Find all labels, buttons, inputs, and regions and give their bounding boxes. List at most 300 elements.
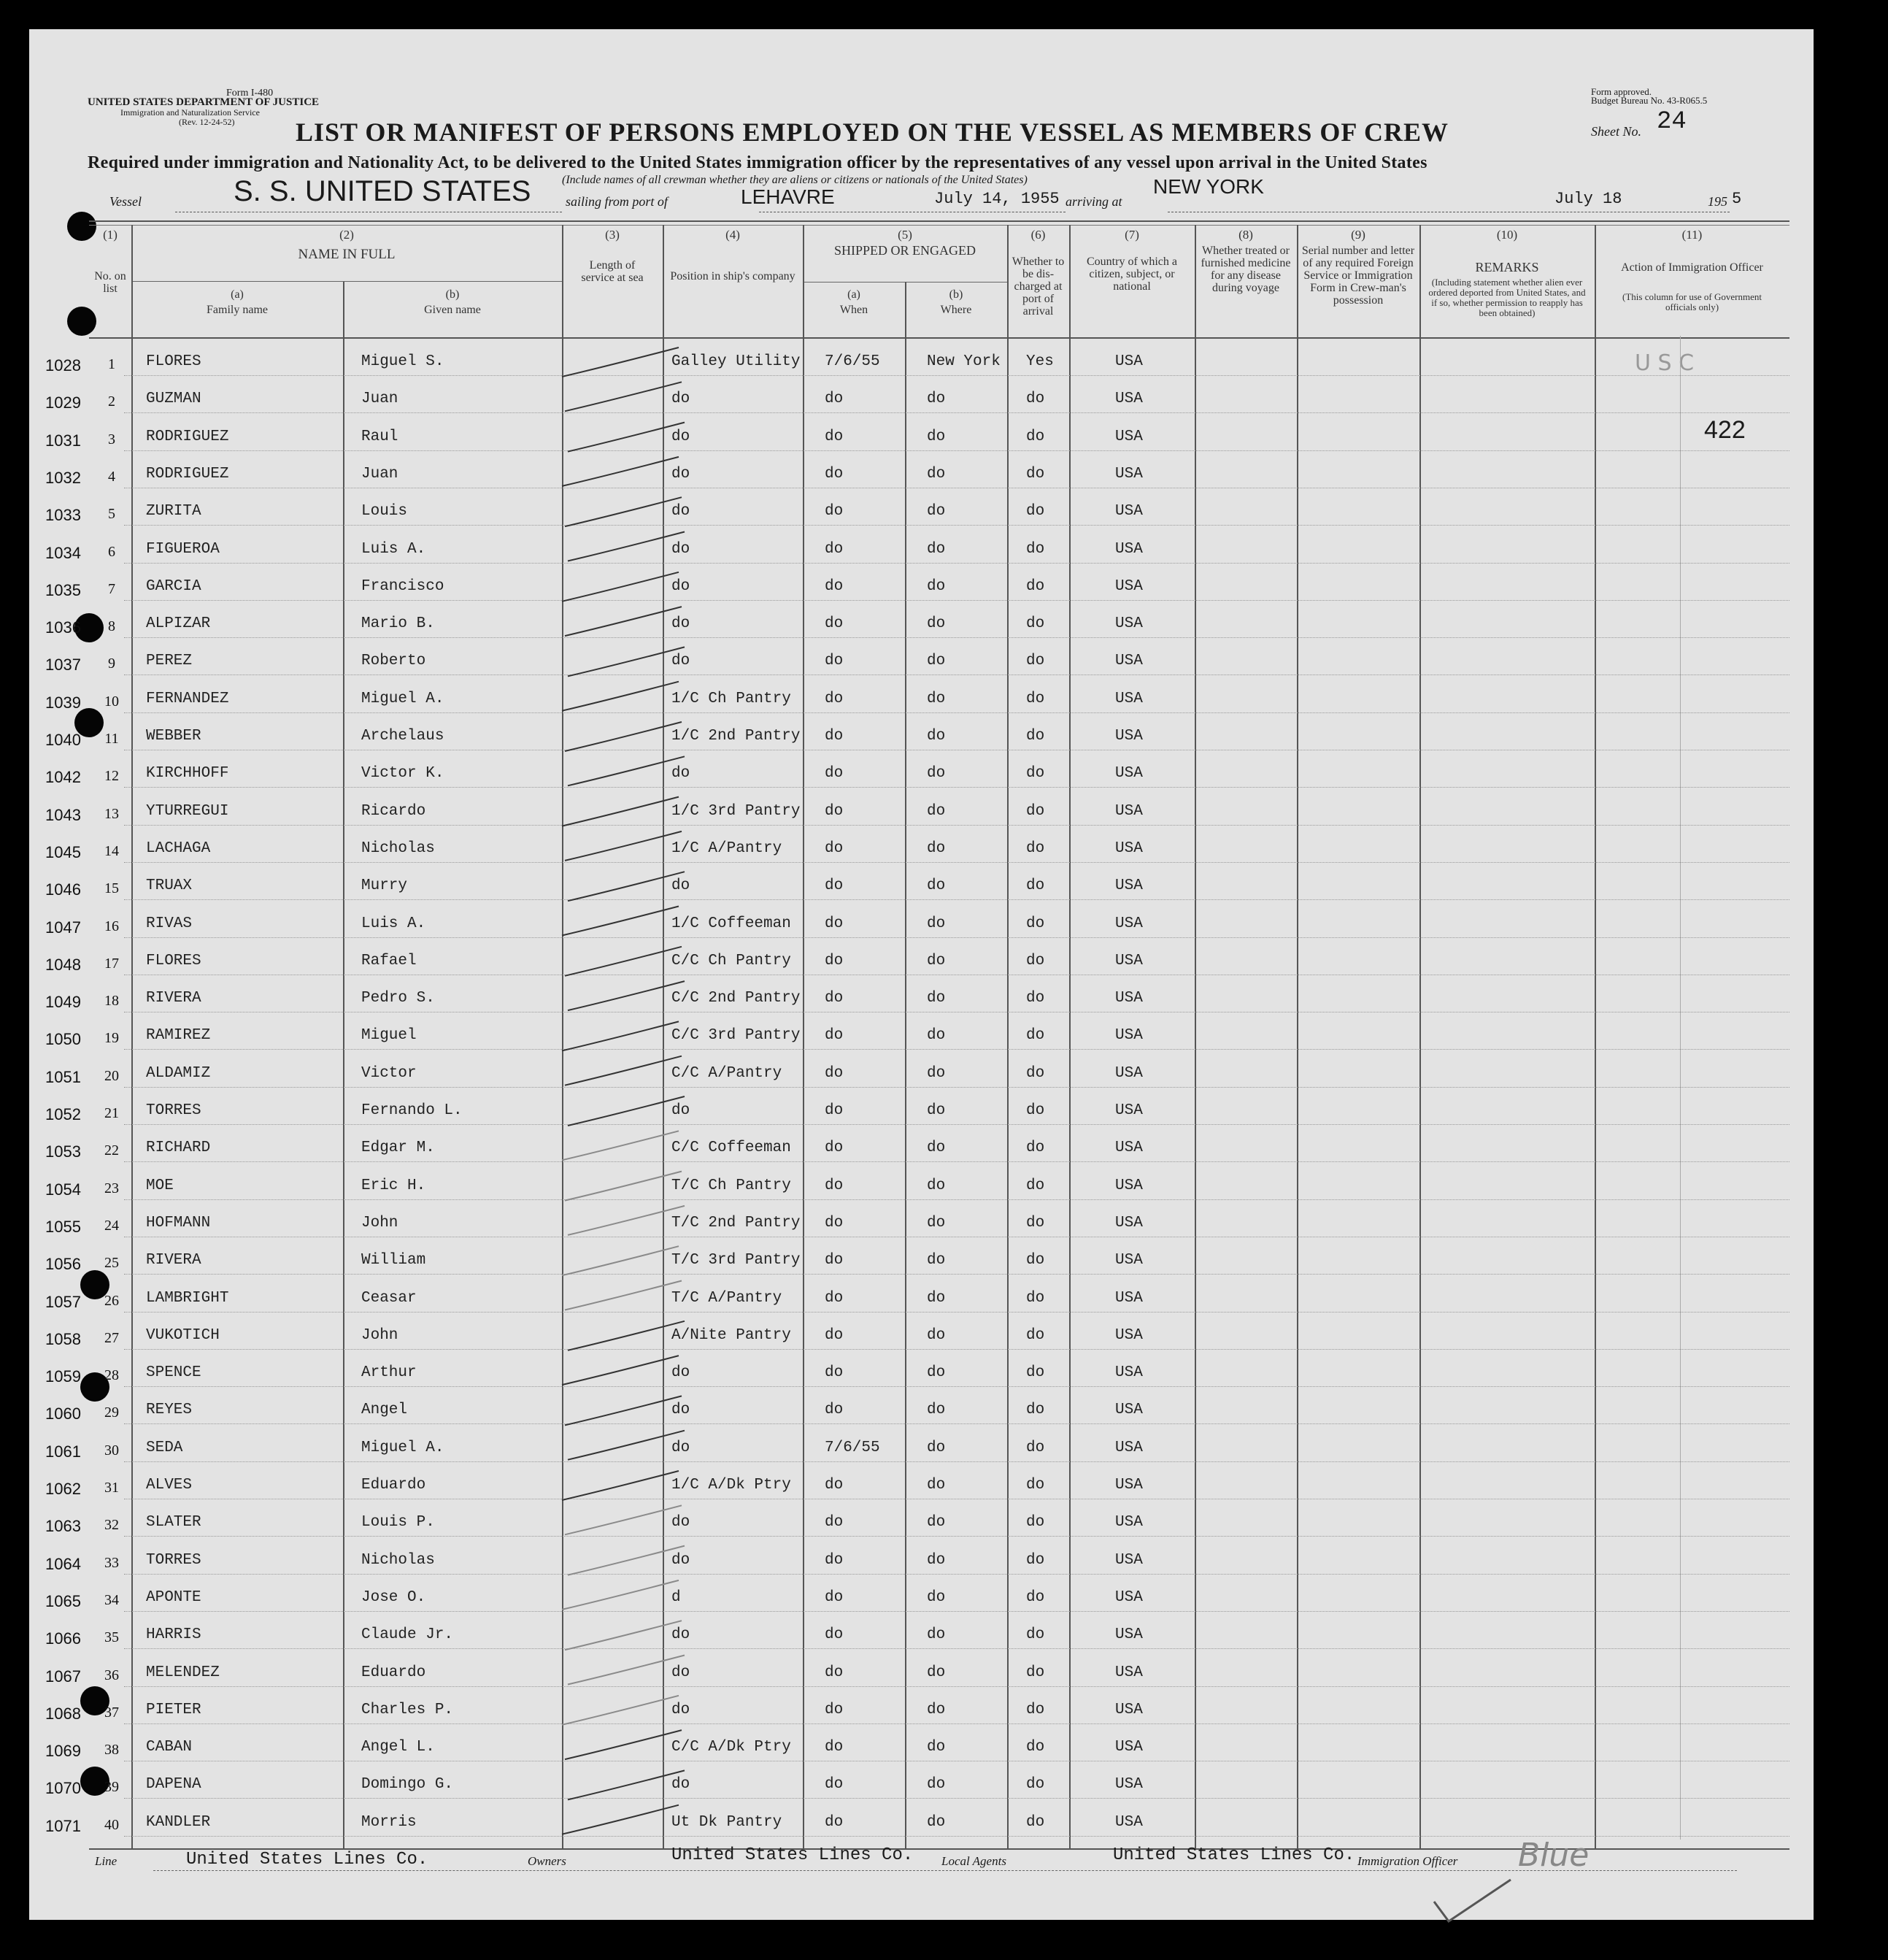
- cell-given: Roberto: [361, 653, 426, 670]
- cell-disch: do: [1026, 1664, 1045, 1681]
- cell-family: LAMBRIGHT: [146, 1289, 229, 1307]
- cell-country: USA: [1115, 577, 1143, 595]
- col-rule: [905, 282, 906, 1848]
- cell-where: do: [927, 577, 946, 595]
- cell-country: USA: [1115, 503, 1143, 520]
- list-number: 16: [104, 918, 119, 934]
- cell-given: Eduardo: [361, 1664, 426, 1681]
- pencil-tick: [562, 1246, 679, 1275]
- manifest-page: [29, 29, 1814, 1920]
- column-number: (10): [1496, 228, 1518, 242]
- pencil-tick: [562, 1696, 679, 1725]
- cell-disch: do: [1026, 877, 1045, 895]
- form-id: Form I-480: [226, 88, 274, 99]
- row-rule: [124, 1423, 1789, 1424]
- cell-disch: do: [1026, 690, 1045, 707]
- cell-position: C/C Coffeeman: [671, 1140, 791, 1157]
- cell-position: Ut Dk Pantry: [671, 1813, 782, 1831]
- cell-given: Claude Jr.: [361, 1626, 454, 1644]
- cell-given: Miguel S.: [361, 353, 444, 370]
- cell-position: do: [671, 1701, 690, 1718]
- list-number: 25: [104, 1255, 119, 1272]
- arriving-label: arriving at: [1066, 194, 1122, 209]
- pencil-tick: [568, 532, 685, 561]
- pencil-tick: [565, 1056, 682, 1085]
- cell-position: T/C 2nd Pantry: [671, 1214, 801, 1231]
- cell-disch: do: [1026, 1402, 1045, 1419]
- pencil-tick: [568, 1096, 685, 1126]
- cell-country: USA: [1115, 540, 1143, 558]
- header-remarks: REMARKS: [1475, 260, 1539, 274]
- crew-sequence-number: 1039: [45, 693, 81, 712]
- cell-country: USA: [1115, 690, 1143, 707]
- row-rule: [124, 937, 1789, 938]
- pencil-tick: [568, 647, 685, 676]
- row-rule: [124, 1124, 1789, 1125]
- cell-position: do: [671, 1402, 690, 1419]
- cell-where: do: [927, 1214, 946, 1231]
- cell-position: do: [671, 391, 690, 408]
- pencil-tick: [562, 682, 679, 711]
- cell-country: USA: [1115, 802, 1143, 820]
- header-position: Position in ship's company: [670, 270, 795, 283]
- crew-sequence-number: 1069: [45, 1742, 81, 1761]
- list-number: 27: [104, 1329, 119, 1346]
- cell-family: ALVES: [146, 1477, 193, 1494]
- pencil-tick: [565, 607, 682, 636]
- cell-position: do: [671, 1364, 690, 1382]
- cell-country: USA: [1115, 839, 1143, 857]
- list-number: 32: [104, 1517, 119, 1534]
- department: UNITED STATES DEPARTMENT OF JUSTICE: [88, 96, 320, 108]
- row-rule: [124, 1798, 1789, 1799]
- officer-label: Immigration Officer: [1357, 1854, 1458, 1868]
- cell-position: do: [671, 503, 690, 520]
- crew-sequence-number: 1055: [45, 1217, 81, 1236]
- cell-where: do: [927, 391, 946, 408]
- crew-sequence-number: 1066: [45, 1629, 81, 1648]
- cell-when: do: [825, 1214, 844, 1231]
- cell-position: do: [671, 1439, 690, 1456]
- cell-family: RICHARD: [146, 1140, 211, 1157]
- row-rule: [124, 1574, 1789, 1575]
- list-number: 24: [104, 1217, 119, 1234]
- cell-disch: do: [1026, 915, 1045, 932]
- row-rule: [124, 1087, 1789, 1088]
- cell-where: do: [927, 653, 946, 670]
- line-label: Line: [95, 1854, 117, 1868]
- column-number: (5): [898, 228, 912, 242]
- list-number: 15: [104, 880, 119, 897]
- cell-family: ALPIZAR: [146, 615, 211, 633]
- header-country: Country of which a citizen, subject, or national: [1087, 255, 1177, 293]
- cell-position: 1/C 2nd Pantry: [671, 728, 801, 745]
- list-number: 35: [104, 1629, 119, 1646]
- pencil-tick: [568, 423, 685, 452]
- cell-family: PIETER: [146, 1701, 201, 1718]
- cell-family: SPENCE: [146, 1364, 201, 1382]
- pencil-tick: [565, 382, 682, 411]
- cell-given: Louis: [361, 503, 408, 520]
- cell-where: do: [927, 1701, 946, 1718]
- row-rule: [124, 1274, 1789, 1275]
- crew-sequence-number: 1046: [45, 880, 81, 899]
- cell-position: do: [671, 577, 690, 595]
- header-medicine: Whether treated or furnished medicine for any disease during voyage: [1201, 245, 1291, 294]
- budget-bureau: Budget Bureau No. 43-R065.5: [1591, 95, 1708, 106]
- agents-value: United States Lines Co.: [1113, 1845, 1355, 1865]
- cell-country: USA: [1115, 1701, 1143, 1718]
- crew-sequence-number: 1035: [45, 580, 81, 599]
- cell-family: SLATER: [146, 1514, 201, 1532]
- row-rule: [124, 712, 1789, 713]
- cell-disch: do: [1026, 952, 1045, 969]
- pencil-tick: [568, 981, 685, 1010]
- pencil-tick: [565, 947, 682, 976]
- cell-country: USA: [1115, 1326, 1143, 1344]
- row-rule: [124, 600, 1789, 601]
- cell-given: Ceasar: [361, 1289, 417, 1307]
- cell-given: Murry: [361, 877, 408, 895]
- cell-disch: do: [1026, 1027, 1045, 1045]
- cell-country: USA: [1115, 1776, 1143, 1794]
- cell-country: USA: [1115, 990, 1143, 1007]
- header-serial: Serial number and letter of any required Foreign Service or Immigration Form in Crew-man's possession: [1301, 245, 1415, 307]
- cell-family: PEREZ: [146, 653, 193, 670]
- cell-given: Edgar M.: [361, 1140, 435, 1157]
- list-number: 38: [104, 1742, 119, 1759]
- cell-given: Ricardo: [361, 802, 426, 820]
- cell-disch: do: [1026, 1776, 1045, 1794]
- cell-given: Miguel A.: [361, 690, 444, 707]
- pencil-tick: [565, 1172, 682, 1201]
- margin-initials: U S C: [1635, 350, 1695, 376]
- cell-country: USA: [1115, 1477, 1143, 1494]
- cell-disch: do: [1026, 503, 1045, 520]
- cell-when: do: [825, 428, 844, 445]
- cell-where: do: [927, 1364, 946, 1382]
- cell-disch: do: [1026, 428, 1045, 445]
- cell-when: do: [825, 653, 844, 670]
- crew-sequence-number: 1053: [45, 1142, 81, 1161]
- cell-when: 7/6/55: [825, 1439, 880, 1456]
- header-when: When: [839, 304, 868, 316]
- list-number: 21: [104, 1105, 119, 1121]
- pencil-tick: [565, 1396, 682, 1425]
- cell-family: TRUAX: [146, 877, 193, 895]
- list-number: 3: [108, 431, 115, 447]
- cell-when: do: [825, 952, 844, 969]
- cell-where: do: [927, 1326, 946, 1344]
- cell-given: Angel L.: [361, 1739, 435, 1756]
- list-number: 33: [104, 1554, 119, 1571]
- cell-given: Louis P.: [361, 1514, 435, 1532]
- list-number: 23: [104, 1180, 119, 1196]
- cell-given: Miguel: [361, 1027, 417, 1045]
- cell-country: USA: [1115, 391, 1143, 408]
- cell-when: do: [825, 1514, 844, 1532]
- crew-sequence-number: 1070: [45, 1779, 81, 1798]
- agents-label: Local Agents: [941, 1854, 1006, 1868]
- cell-when: 7/6/55: [825, 353, 880, 370]
- header-a-label: (a): [231, 288, 244, 301]
- cell-disch: do: [1026, 1289, 1045, 1307]
- cell-position: 1/C A/Pantry: [671, 839, 782, 857]
- cell-family: APONTE: [146, 1588, 201, 1606]
- cell-country: USA: [1115, 1626, 1143, 1644]
- cell-when: do: [825, 839, 844, 857]
- cell-country: USA: [1115, 877, 1143, 895]
- vessel-label: Vessel: [109, 194, 142, 209]
- cell-position: C/C A/Pantry: [671, 1064, 782, 1082]
- cell-given: John: [361, 1214, 398, 1231]
- col-rule: [803, 225, 804, 1848]
- crew-sequence-number: 1033: [45, 506, 81, 525]
- cell-given: Domingo G.: [361, 1776, 454, 1794]
- cell-when: do: [825, 1664, 844, 1681]
- column-number: (11): [1681, 228, 1703, 242]
- cell-family: FLORES: [146, 353, 201, 370]
- pencil-tick: [562, 457, 679, 486]
- pencil-tick: [562, 907, 679, 936]
- cell-disch: do: [1026, 653, 1045, 670]
- crew-sequence-number: 1034: [45, 543, 81, 562]
- cell-country: USA: [1115, 1177, 1143, 1194]
- cell-when: do: [825, 915, 844, 932]
- cell-position: 1/C 3rd Pantry: [671, 802, 801, 820]
- owners-value: United States Lines Co.: [671, 1845, 914, 1865]
- cell-disch: do: [1026, 1177, 1045, 1194]
- cell-country: USA: [1115, 728, 1143, 745]
- cell-when: do: [825, 1626, 844, 1644]
- cell-position: T/C Ch Pantry: [671, 1177, 791, 1194]
- crew-sequence-number: 1059: [45, 1367, 81, 1386]
- revision: (Rev. 12-24-52): [179, 117, 235, 127]
- cell-country: USA: [1115, 1739, 1143, 1756]
- col-rule: [1297, 225, 1298, 1848]
- crew-sequence-number: 1064: [45, 1554, 81, 1573]
- cell-country: USA: [1115, 1664, 1143, 1681]
- list-number: 36: [104, 1667, 119, 1683]
- cell-position: C/C A/Dk Ptry: [671, 1739, 791, 1756]
- row-rule: [124, 825, 1789, 826]
- cell-disch: do: [1026, 1140, 1045, 1157]
- cell-country: USA: [1115, 765, 1143, 783]
- pencil-tick: [562, 572, 679, 602]
- cell-disch: do: [1026, 765, 1045, 783]
- row-rule: [124, 375, 1789, 376]
- cell-when: do: [825, 1364, 844, 1382]
- cell-disch: do: [1026, 1626, 1045, 1644]
- cell-disch: do: [1026, 1588, 1045, 1606]
- cell-country: USA: [1115, 428, 1143, 445]
- pencil-tick: [562, 1131, 679, 1160]
- cell-family: RAMIREZ: [146, 1027, 211, 1045]
- document-subtitle: Required under immigration and Nationality Act, to be delivered to the United States immigration officer by the representatives of any vessel upon arrival in the United States: [88, 153, 1427, 172]
- cell-position: do: [671, 615, 690, 633]
- cell-where: do: [927, 1477, 946, 1494]
- row-rule: [124, 899, 1789, 900]
- row-rule: [124, 1536, 1789, 1537]
- cell-disch: do: [1026, 1102, 1045, 1119]
- cell-family: DAPENA: [146, 1776, 201, 1794]
- cell-position: do: [671, 1776, 690, 1794]
- cell-position: C/C 2nd Pantry: [671, 990, 801, 1007]
- crew-sequence-number: 1048: [45, 955, 81, 974]
- list-number: 37: [104, 1704, 119, 1721]
- cell-when: do: [825, 503, 844, 520]
- cell-when: do: [825, 1326, 844, 1344]
- list-number: 20: [104, 1067, 119, 1084]
- crew-sequence-number: 1050: [45, 1030, 81, 1049]
- cell-position: do: [671, 465, 690, 483]
- cell-where: do: [927, 765, 946, 783]
- pencil-tick: [562, 1580, 679, 1610]
- cell-when: do: [825, 1701, 844, 1718]
- cell-when: do: [825, 1140, 844, 1157]
- cell-when: do: [825, 391, 844, 408]
- pencil-tick: [568, 1656, 685, 1685]
- year-prefix: 195: [1708, 194, 1727, 209]
- cell-disch: do: [1026, 540, 1045, 558]
- cell-where: do: [927, 1739, 946, 1756]
- pencil-tick: [565, 497, 682, 526]
- cell-given: Arthur: [361, 1364, 417, 1382]
- document-title: LIST OR MANIFEST OF PERSONS EMPLOYED ON THE VESSEL AS MEMBERS OF CREW: [296, 118, 1449, 147]
- column-number: (3): [605, 228, 620, 242]
- crew-sequence-number: 1049: [45, 993, 81, 1012]
- pencil-tick: [565, 1621, 682, 1650]
- cell-where: do: [927, 915, 946, 932]
- crew-sequence-number: 1062: [45, 1480, 81, 1498]
- cell-country: USA: [1115, 1551, 1143, 1569]
- cell-given: Charles P.: [361, 1701, 454, 1718]
- crew-sequence-number: 1040: [45, 731, 81, 749]
- column-number: (9): [1351, 228, 1365, 242]
- header-where: Where: [940, 304, 972, 316]
- cell-position: T/C A/Pantry: [671, 1289, 782, 1307]
- crew-sequence-number: 1065: [45, 1591, 81, 1610]
- cell-country: USA: [1115, 1289, 1143, 1307]
- column-number: (8): [1238, 228, 1253, 242]
- cell-family: RIVERA: [146, 1252, 201, 1269]
- cell-position: 1/C Coffeeman: [671, 915, 791, 932]
- include-note: (Include names of all crewman whether they are aliens or citizens or nationals of the United States): [562, 174, 1028, 186]
- list-number: 31: [104, 1480, 119, 1496]
- cell-country: USA: [1115, 465, 1143, 483]
- crew-sequence-number: 1028: [45, 356, 81, 374]
- list-number: 39: [104, 1779, 119, 1796]
- list-number: 29: [104, 1404, 119, 1421]
- table-top-rule: [89, 220, 1789, 222]
- cell-where: do: [927, 877, 946, 895]
- cell-family: RIVAS: [146, 915, 193, 932]
- cell-family: RODRIGUEZ: [146, 465, 229, 483]
- crew-sequence-number: 1054: [45, 1180, 81, 1199]
- crew-sequence-number: 1051: [45, 1067, 81, 1086]
- cell-when: do: [825, 1027, 844, 1045]
- cell-position: A/Nite Pantry: [671, 1326, 791, 1344]
- sheet-label: Sheet No.: [1591, 124, 1641, 139]
- cell-when: do: [825, 877, 844, 895]
- cell-given: Juan: [361, 391, 398, 408]
- crew-sequence-number: 1057: [45, 1292, 81, 1311]
- cell-disch: do: [1026, 1813, 1045, 1831]
- crew-sequence-number: 1036: [45, 618, 81, 637]
- cell-position: do: [671, 653, 690, 670]
- row-rule: [124, 1199, 1789, 1200]
- pencil-tick: [562, 1805, 679, 1834]
- list-number: 10: [104, 693, 119, 710]
- crew-sequence-number: 1068: [45, 1704, 81, 1723]
- cell-given: Morris: [361, 1813, 417, 1831]
- header-action: Action of Immigration Officer: [1621, 261, 1763, 274]
- crew-sequence-number: 1071: [45, 1816, 81, 1835]
- list-number: 26: [104, 1292, 119, 1309]
- cell-family: CABAN: [146, 1739, 193, 1756]
- column-number: (7): [1125, 228, 1139, 242]
- cell-where: do: [927, 1064, 946, 1082]
- pencil-tick: [562, 1021, 679, 1050]
- header-discharged: Whether to be dis-charged at port of arrival: [1012, 255, 1065, 318]
- cell-country: USA: [1115, 1102, 1143, 1119]
- cell-where: do: [927, 1514, 946, 1532]
- list-number: 17: [104, 955, 119, 972]
- cell-given: Francisco: [361, 577, 444, 595]
- sailing-label: sailing from port of: [566, 194, 668, 209]
- cell-when: do: [825, 1813, 844, 1831]
- cell-family: TORRES: [146, 1102, 201, 1119]
- row-rule: [124, 412, 1789, 413]
- list-number: 2: [108, 393, 115, 410]
- form-approved: Form approved.: [1591, 86, 1652, 97]
- col-rule: [1069, 225, 1071, 1848]
- cell-disch: do: [1026, 1326, 1045, 1344]
- col-rule: [131, 225, 133, 1848]
- cell-country: USA: [1115, 353, 1143, 370]
- cell-disch: do: [1026, 1252, 1045, 1269]
- cell-where: do: [927, 1402, 946, 1419]
- col-rule: [1195, 225, 1196, 1848]
- col-rule: [1419, 225, 1421, 1848]
- header-name-in-full: NAME IN FULL: [298, 247, 396, 262]
- cell-country: USA: [1115, 1514, 1143, 1532]
- cell-disch: Yes: [1026, 353, 1054, 370]
- cell-family: KANDLER: [146, 1813, 211, 1831]
- vessel-name: S. S. UNITED STATES: [234, 175, 531, 207]
- cell-disch: do: [1026, 728, 1045, 745]
- cell-country: USA: [1115, 1214, 1143, 1231]
- officer-signature: Blue: [1518, 1837, 1590, 1874]
- row-rule: [124, 1648, 1789, 1649]
- cell-position: d: [671, 1588, 681, 1606]
- cell-when: do: [825, 1739, 844, 1756]
- cell-position: do: [671, 1551, 690, 1569]
- cell-family: GUZMAN: [146, 391, 201, 408]
- list-number: 12: [104, 768, 119, 785]
- crew-sequence-number: 1029: [45, 393, 81, 412]
- cell-family: RIVERA: [146, 990, 201, 1007]
- cell-where: do: [927, 1551, 946, 1569]
- pencil-tick: [562, 347, 679, 377]
- crew-sequence-number: 1058: [45, 1329, 81, 1348]
- pencil-tick: [568, 872, 685, 901]
- cell-position: C/C 3rd Pantry: [671, 1027, 801, 1045]
- header-b-label: (b): [445, 288, 460, 301]
- cell-disch: do: [1026, 1551, 1045, 1569]
- row-rule: [124, 1312, 1789, 1313]
- header-remarks-note: (Including statement whether alien ever ordered deported from United States, and if so, whether permission to reapply has been obtained): [1428, 277, 1586, 318]
